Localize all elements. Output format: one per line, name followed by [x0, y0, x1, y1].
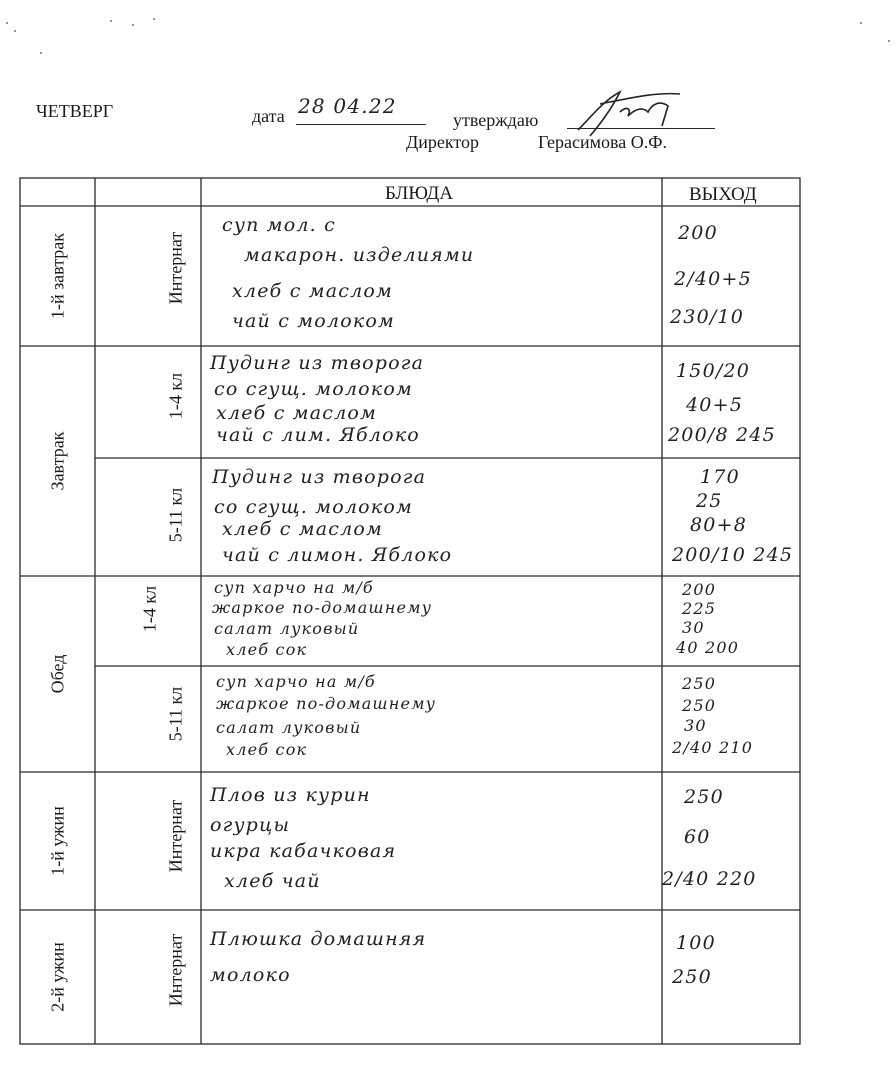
meal-label-supper-2: 2-й ужин [47, 942, 68, 1012]
dish-line: чай с молоком [232, 310, 395, 332]
director-label: Директор [406, 132, 480, 152]
dish-line: икра кабачковая [210, 840, 397, 862]
meal-label-supper-1: 1-й ужин [47, 806, 68, 876]
dish-line: Плюшка домашняя [210, 928, 427, 950]
output-value: 250 [682, 674, 717, 693]
director-name: Герасимова О.Ф. [538, 132, 667, 152]
dish-line: хлеб с маслом [216, 402, 377, 424]
output-value: 170 [700, 466, 740, 488]
dish-line: жаркое по-домашнему [212, 598, 433, 617]
output-value: 250 [672, 966, 712, 988]
output-value: 250 [682, 696, 717, 715]
dish-line: Пудинг из творога [212, 466, 427, 488]
output-value: 30 [682, 618, 705, 637]
dish-line: хлеб сок [226, 740, 308, 759]
dish-line: хлеб сок [226, 640, 308, 659]
date-value: 28 04.22 [298, 94, 397, 118]
dish-line: молоко [210, 964, 291, 986]
output-value: 200/10 245 [672, 544, 794, 566]
dish-line: жаркое по-домашнему [216, 694, 437, 713]
meal-label-breakfast-1: 1-й завтрак [47, 232, 68, 320]
dish-line: салат луковый [214, 619, 360, 638]
output-value: 80+8 [690, 514, 747, 536]
day-of-week: ЧЕТВЕРГ [36, 101, 114, 121]
output-value: 30 [684, 716, 707, 735]
dish-line: со сгущ. молоком [214, 496, 413, 518]
output-value: 2/40 220 [662, 868, 757, 890]
dish-line: хлеб чай [224, 870, 321, 892]
dish-line: суп мол. с [222, 214, 336, 236]
output-value: 200 [678, 222, 718, 244]
dish-line: макарон. изделиями [244, 244, 475, 266]
dish-line: хлеб с маслом [232, 280, 393, 302]
group-label-grades-5-11: 5-11 кл [165, 487, 186, 543]
dish-line: Плов из курин [210, 784, 371, 806]
group-label-grades-1-4: 1-4 кл [139, 585, 160, 633]
group-label-grades-1-4: 1-4 кл [165, 372, 186, 420]
group-label-internat: Интернат [165, 933, 186, 1007]
dish-line: салат луковый [216, 718, 362, 737]
output-value: 150/20 [676, 360, 751, 382]
output-value: 40 200 [676, 638, 740, 657]
output-value: 25 [696, 490, 723, 512]
output-value: 200/8 245 [668, 424, 776, 446]
output-value: 225 [682, 599, 717, 618]
meal-label-breakfast: Завтрак [47, 431, 68, 491]
output-value: 200 [682, 580, 717, 599]
output-value: 40+5 [686, 394, 743, 416]
dish-line: Пудинг из творога [210, 352, 425, 374]
output-value: 250 [684, 786, 724, 808]
output-value: 100 [676, 932, 716, 954]
approve-label: утверждаю [453, 110, 539, 130]
output-value: 230/10 [670, 306, 745, 328]
group-label-internat: Интернат [165, 231, 186, 305]
dish-line: чай с лим. Яблоко [216, 424, 420, 446]
output-value: 2/40 210 [672, 738, 754, 757]
dish-line: со сгущ. молоком [214, 378, 413, 400]
group-label-internat: Интернат [165, 799, 186, 873]
output-value: 2/40+5 [674, 268, 752, 290]
column-header-output: ВЫХОД [689, 184, 757, 205]
dish-line: суп харчо на м/б [216, 672, 376, 691]
dish-line: суп харчо на м/б [214, 578, 374, 597]
output-value: 60 [684, 826, 711, 848]
dish-line: огурцы [210, 814, 291, 836]
date-label: дата [252, 106, 285, 126]
group-label-grades-5-11: 5-11 кл [165, 686, 186, 742]
dish-line: хлеб с маслом [222, 518, 383, 540]
column-header-dishes: БЛЮДА [385, 183, 454, 204]
meal-label-lunch: Обед [47, 654, 68, 694]
dish-line: чай с лимон. Яблоко [222, 544, 453, 566]
